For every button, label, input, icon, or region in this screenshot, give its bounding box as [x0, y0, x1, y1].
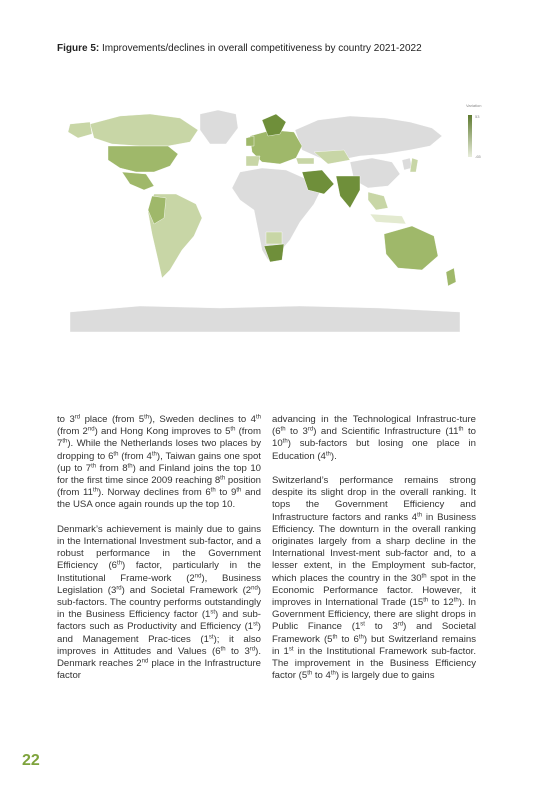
superscript: th: [62, 438, 68, 445]
text-run: to 3: [225, 645, 250, 657]
text-run: to 3: [364, 621, 398, 633]
text-run: Switzerland’s performance remains strong despite its slight drop in the overall ranking. It tops the Government Efficiency and Infrastructure factors and ranks 4: [272, 475, 476, 523]
text-run: ), Sweden declines to 4: [149, 414, 256, 425]
new-zealand-shape: [446, 268, 456, 286]
text-run: ) and Societal Framework (5: [272, 621, 476, 645]
superscript: st: [360, 621, 365, 628]
legend-max-label: 53: [475, 114, 480, 119]
superscript: st: [253, 621, 258, 628]
map-legend: [466, 103, 496, 163]
text-run: ), Taiwan gains one spot (up to 7: [57, 450, 261, 474]
superscript: th: [151, 451, 157, 458]
text-column-right: [272, 414, 476, 695]
figure-caption: [57, 42, 517, 55]
text-run: ) and Hong Kong improves to 5: [94, 426, 231, 438]
superscript: rd: [249, 646, 256, 653]
superscript: th: [417, 512, 423, 519]
world-map: [50, 100, 490, 340]
superscript: th: [453, 597, 459, 604]
text-run: to 3: [57, 414, 75, 425]
australia-shape: [384, 226, 438, 270]
superscript: th: [113, 451, 119, 458]
turkey-shape: [296, 158, 314, 164]
text-run: to 6: [337, 633, 359, 645]
superscript: nd: [87, 426, 95, 433]
superscript: st: [288, 646, 294, 653]
iberia-shape: [246, 156, 260, 166]
superscript: th: [230, 426, 236, 433]
text-run: ) and sub-factors such as Productivity and Efficiency (1: [57, 609, 262, 633]
text-run: to 12: [428, 597, 454, 609]
superscript: rd: [74, 414, 81, 421]
text-run: from 8: [96, 462, 128, 474]
text-run: to 3: [285, 426, 308, 438]
superscript: st: [208, 634, 214, 641]
superscript: th: [330, 670, 336, 677]
legend-min-label: -65: [475, 154, 481, 159]
legend-color-bar: [468, 115, 472, 157]
text-run: ) sub-factors. The country performs outstandingly in the Business Efficiency factor (1: [57, 584, 261, 621]
text-run: Denmark’s achievement is mainly due to gains in the International Investment sub-factor, and a robust performance in the Government Efficiency (6: [57, 523, 261, 572]
uk-shape: [246, 136, 254, 146]
superscript: nd: [251, 585, 258, 592]
text-column-left: [57, 414, 261, 695]
text-run: and the USA once again rounds up the top 10.: [57, 487, 261, 511]
text-run: in Business Efficiency. The downturn in the overall ranking originates largely from a sharp decline in the International Invest-ment sub-factor and, to a lesser extent, in the Employment sub-factor, which places the country in the 30: [272, 511, 476, 584]
text-run: ).: [330, 450, 337, 462]
japan-shape: [410, 158, 418, 172]
superscript: th: [358, 634, 364, 641]
superscript: nd: [141, 658, 149, 665]
canada-shape: [90, 114, 198, 146]
world-map-svg: [50, 100, 490, 340]
superscript: nd: [194, 573, 202, 580]
superscript: th: [220, 646, 226, 653]
text-run: position (from 11: [57, 475, 261, 499]
botswana-shape: [266, 232, 282, 244]
superscript: th: [220, 475, 226, 482]
text-run: in the Institutional Framework sub-factor. The improvement in the Business Efficiency factor (5: [272, 645, 476, 682]
text-run: (from 4: [118, 450, 152, 462]
superscript: th: [307, 670, 313, 677]
superscript: th: [255, 414, 261, 421]
text-run: ). Norway declines from 6: [98, 487, 211, 499]
text-run: ) and Scientific Infrastructure (11: [313, 426, 459, 438]
superscript: th: [282, 438, 288, 445]
southeast-asia-shape: [368, 192, 388, 210]
text-run: ) sub-factors but losing one place in Education (4: [272, 438, 476, 462]
text-run: to 9: [215, 487, 237, 499]
text-run: to 10: [272, 426, 476, 450]
text-run: ) and Societal Framework (2: [121, 584, 252, 596]
superscript: rd: [307, 426, 314, 433]
superscript: th: [280, 426, 286, 433]
text-run: (from 2: [57, 426, 88, 438]
superscript: rd: [397, 621, 404, 628]
indonesia-shape: [370, 214, 406, 224]
text-run: ) is largely due to gains: [335, 670, 435, 682]
superscript: rd: [116, 585, 122, 592]
page-number: 22: [22, 752, 40, 769]
text-run: spot in the Economic Performance factor. However, it improves in International Trade (15: [272, 572, 477, 609]
paragraph: [272, 475, 476, 682]
text-run: to 4: [312, 670, 331, 682]
superscript: th: [458, 426, 464, 433]
greenland-shape: [200, 110, 238, 144]
superscript: th: [332, 634, 338, 641]
figure-caption-text: Improvements/declines in overall competitiveness by country 2021-2022: [102, 43, 422, 54]
text-run: (from 7: [57, 426, 261, 450]
legend-title: Variation: [466, 103, 482, 108]
superscript: th: [421, 573, 427, 580]
paragraph: [57, 414, 261, 512]
text-run: place in the Infrastructure factor: [57, 658, 261, 682]
text-run: ) and Management Prac-tices (1: [57, 621, 261, 645]
mexico-shape: [122, 172, 154, 190]
south-africa-shape: [264, 244, 284, 262]
alaska-shape: [68, 122, 92, 138]
text-run: advancing in the Technological Infrastruc-ture (6: [272, 414, 476, 438]
india-shape: [336, 176, 360, 208]
superscript: st: [210, 609, 216, 616]
text-run: ). Denmark reaches 2: [57, 645, 261, 670]
text-run: ). While the Netherlands loses two places by dropping to 6: [57, 438, 261, 462]
paragraph: [57, 524, 261, 683]
superscript: th: [210, 487, 216, 494]
text-run: ) factor, particularly in the Institutional Frame-work (2: [57, 560, 261, 584]
text-run: ) but Switzerland remains in 1: [272, 633, 476, 657]
text-run: place (from 5: [80, 414, 145, 425]
antarctica-shape: [70, 306, 460, 332]
superscript: th: [92, 487, 98, 494]
text-run: ), Business Legislation (3: [57, 572, 261, 596]
paragraph: [272, 414, 476, 463]
superscript: th: [325, 451, 331, 458]
superscript: th: [127, 463, 133, 470]
superscript: th: [91, 463, 97, 470]
superscript: th: [236, 487, 242, 494]
superscript: th: [117, 560, 123, 567]
usa-shape: [108, 146, 178, 172]
text-run: ). In Government Efficiency, there are slight drops in Public Finance (1: [272, 597, 476, 633]
superscript: th: [144, 414, 150, 421]
text-run: ) and Finland joins the top 10 for the first time since 2009 reaching 8: [57, 462, 261, 487]
superscript: th: [423, 597, 429, 604]
figure-label: Figure 5:: [57, 43, 100, 54]
text-run: ); it also improves in Attitudes and Values (6: [57, 633, 262, 657]
